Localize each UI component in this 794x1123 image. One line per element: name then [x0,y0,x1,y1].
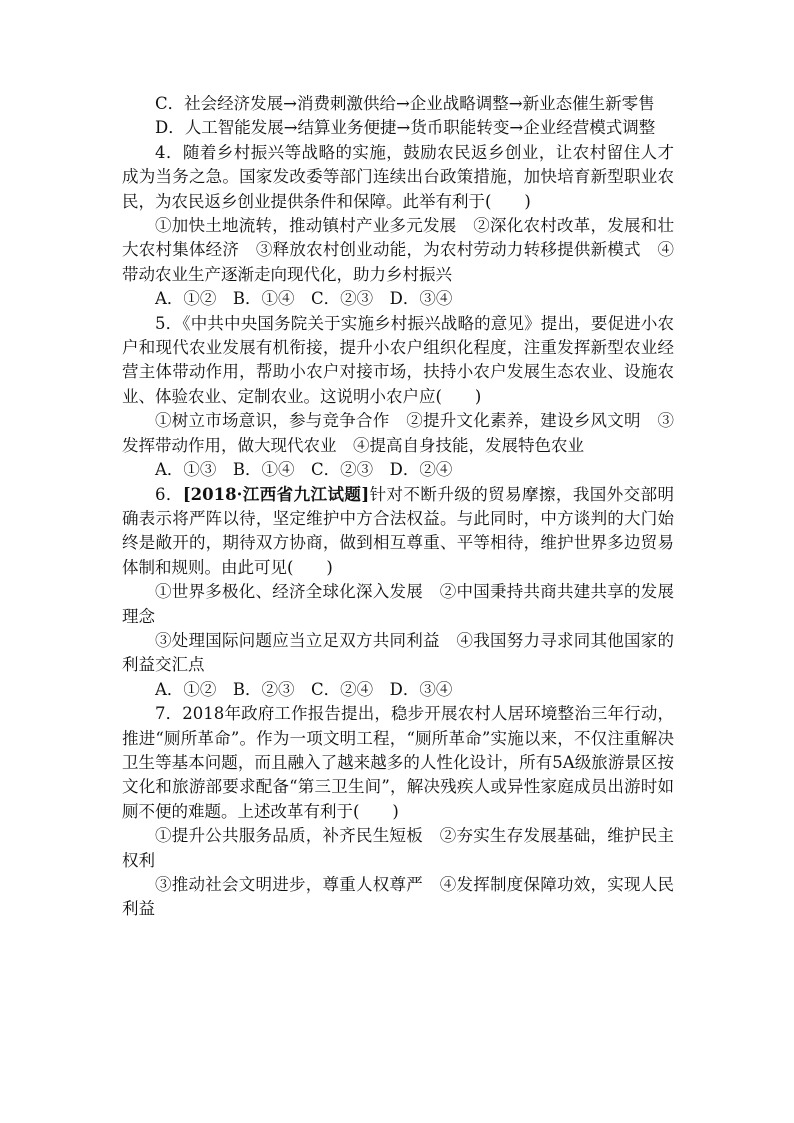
q3-option-c: C．社会经济发展→消费刺激供给→企业战略调整→新业态催生新零售 [155,94,655,113]
q4-statements: ①加快土地流转，推动镇村产业多元发展 ②深化农村改革，发展和壮大农村集体经济 ③释放农村创业动能，为农村劳动力转移提供新模式 ④带动农业生产逐渐走向现代化，助力乡村振兴 [122,216,674,284]
q6-options: A．①② B．②③ C．②④ D．③④ [155,679,453,699]
q7-stem: 7．2018年政府工作报告提出，稳步开展农村人居环境整治三年行动，推进“厕所革命”。作为一项文明工程，“厕所革命”实施以来，不仅注重解决卫生等基本问题，而且融入了越来越多的人性化设计，所有5A级旅游景区按文化和旅游部要求配备“第三卫生间”，解决残疾人或异性家庭成员出游时如厕不便的难题。上述改革有利于( ) [122,704,674,821]
q6-statements-1: ①世界多极化、经济全球化深入发展 ②中国秉持共商共建共享的发展理念 [122,582,674,626]
document-page [122,92,674,922]
q5-options: A．①③ B．①④ C．②③ D．②④ [155,460,453,480]
q5-stem: 5．《中共中央国务院关于实施乡村振兴战略的意见》提出，要促进小农户和现代农业发展有机衔接，提升小农户组织化程度，注重发挥新型农业经营主体带动作用，帮助小农户对接市场，扶持小农户发展生态农业、设施农业、体验农业、定制农业。这说明小农户应( ) [122,313,674,406]
q6-number: 6． [155,484,183,504]
q3-option-d: D．人工智能发展→结算业务便捷→货币职能转变→企业经营模式调整 [155,118,656,138]
q7-statements-1: ①提升公共服务品质，补齐民生短板 ②夯实生存发展基础，维护民主权利 [122,826,674,870]
q6-block [122,483,674,581]
q5-statements: ①树立市场意识，参与竞争合作 ②提升文化素养，建设乡风文明 ③发挥带动作用，做大现代农业 ④提高自身技能，发展特色农业 [122,411,674,455]
q4-stem: 4．随着乡村振兴等战略的实施，鼓励农民返乡创业，让农村留住人才成为当务之急。国家发改委等部门连续出台政策措施，加快培育新型职业农民，为农民返乡创业提供条件和保障。此举有利于( ) [122,142,674,211]
q4-options: A．①② B．①④ C．②③ D．③④ [155,289,453,309]
q7-statements-2: ③推动社会文明进步，尊重人权尊严 ④发挥制度保障功效，实现人民利益 [122,875,674,919]
q6-source: [2018·江西省九江试题] [182,484,370,504]
q6-statements-2: ③处理国际问题应当立足双方共同利益 ④我国努力寻求同其他国家的利益交汇点 [122,630,674,675]
q6-stem: 针对不断升级的贸易摩擦，我国外交部明确表示将严阵以待，坚定维护中方合法权益。与此同时，中方谈判的大门始终是敞开的，期待双方协商，做到相互尊重、平等相待，维护世界多边贸易体制和规则。由此可见( ) [122,484,675,577]
